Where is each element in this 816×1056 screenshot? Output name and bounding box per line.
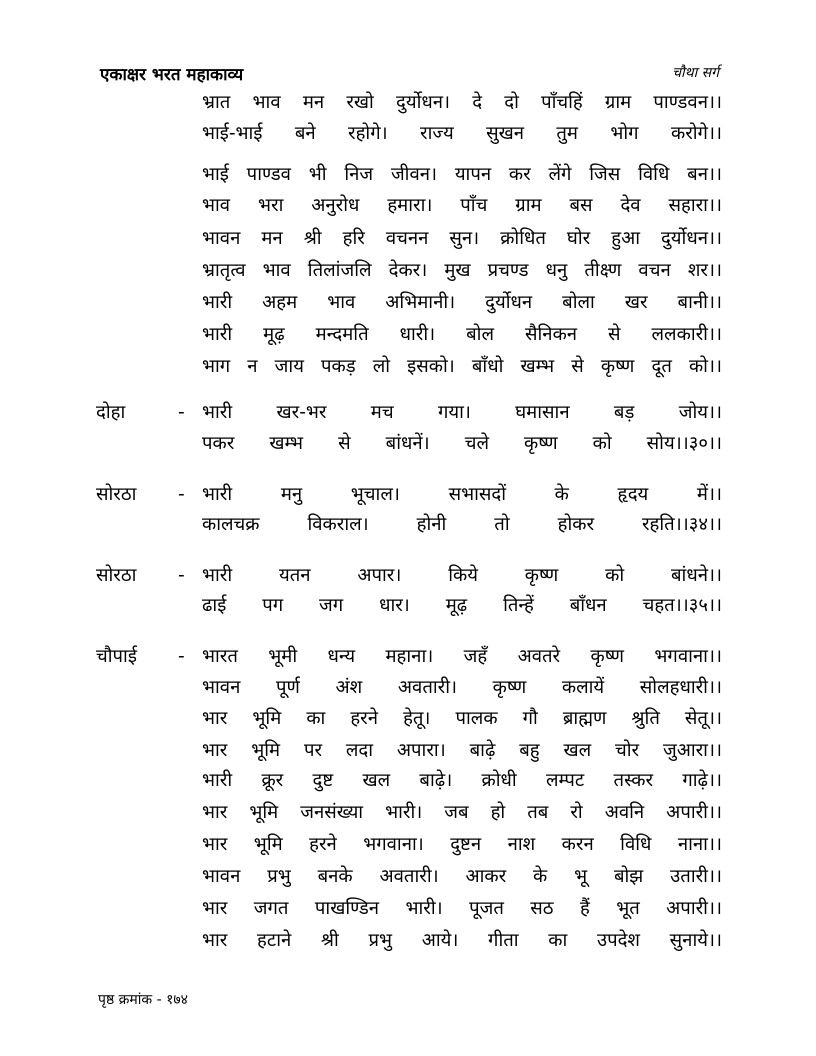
verse-line: भारी यतन अपार। किये कृष्ण को बांधने।। bbox=[202, 565, 722, 586]
verse-line: भाई-भाई बने रहोगे। राज्य सुखन तुम भोग करोगे।। bbox=[202, 123, 722, 144]
section-dash: - bbox=[178, 484, 185, 505]
chapter-title: चौथा सर्ग bbox=[672, 65, 719, 81]
section-label: चौपाई bbox=[96, 646, 137, 667]
verse-line: भ्रातृत्व भाव तिलांजलि देकर। मुख प्रचण्ड धनु तीक्ष्ण वचन शर।। bbox=[202, 260, 722, 281]
verse-line: भारत भूमी धन्य महाना। जहँ अवतरे कृष्ण भगवाना।। bbox=[202, 646, 722, 667]
verse-line: कालचक्र विकराल। होनी तो होकर रहति।।३४।। bbox=[202, 514, 722, 535]
verse-line: भाव भरा अनुरोध हमारा। पाँच ग्राम बस देव सहारा।। bbox=[202, 195, 722, 216]
verse-line: भारी क्रूर दुष्ट खल बाढ़े। क्रोधी लम्पट तस्कर गाढ़े।। bbox=[202, 770, 722, 791]
section-dash: - bbox=[178, 565, 185, 586]
verse-line: भावन प्रभु बनके अवतारी। आकर के भू बोझ उतारी।। bbox=[202, 866, 722, 887]
verse-line: भार भूमि पर लदा अपारा। बाढ़े बहु खल चोर जुआरा।। bbox=[202, 740, 722, 761]
book-title: एकाक्षर भरत महाकाव्य bbox=[100, 65, 244, 85]
verse-line: भ्रात भाव मन रखो दुर्योधन। दे दो पाँचहिं ग्राम पाण्डवन।। bbox=[202, 92, 722, 113]
verse-line: भार हटाने श्री प्रभु आये। गीता का उपदेश सुनाये।। bbox=[202, 930, 722, 951]
section-dash: - bbox=[178, 646, 185, 667]
verse-line: भारी अहम भाव अभिमानी। दुर्योधन बोला खर बानी।। bbox=[202, 292, 722, 313]
verse-line: भारी मनु भूचाल। सभासदों के हृदय में।। bbox=[202, 484, 722, 505]
verse-line: भाग न जाय पकड़ लो इसको। बाँधो खम्भ से कृष्ण दूत को।। bbox=[202, 356, 722, 377]
section-label: दोहा bbox=[96, 402, 126, 423]
verse-line: भार भूमि का हरने हेतू। पालक गौ ब्राह्मण श्रुति सेतू।। bbox=[202, 708, 722, 729]
section-label: सोरठा bbox=[96, 565, 137, 586]
verse-line: भारी मूढ़ मन्दमति धारी। बोल सैनिकन से ललकारी।। bbox=[202, 324, 722, 345]
verse-line: भारी खर-भर मच गया। घमासान बड़ जोय।। bbox=[202, 402, 722, 423]
verse-line: भावन मन श्री हरि वचनन सुन। क्रोधित घोर हुआ दुर्योधन।। bbox=[202, 228, 722, 249]
page-number: पृष्ठ क्रमांक - १७४ bbox=[98, 992, 188, 1008]
verse-line: भार भूमि हरने भगवाना। दुष्टन नाश करन विधि नाना।। bbox=[202, 834, 722, 855]
section-dash: - bbox=[178, 402, 185, 423]
verse-line: पकर खम्भ से बांधनें। चले कृष्ण को सोय।।३०।। bbox=[202, 433, 722, 454]
verse-line: ढाई पग जग धार। मूढ़ तिन्हें बाँधन चहत।।३५।। bbox=[202, 595, 722, 616]
verse-line: भार भूमि जनसंख्या भारी। जब हो तब रो अवनि अपारी।। bbox=[202, 802, 722, 823]
section-label: सोरठा bbox=[96, 484, 137, 505]
verse-line: भार जगत पाखण्डिन भारी। पूजत सठ हैं भूत अपारी।। bbox=[202, 898, 722, 919]
verse-line: भाई पाण्डव भी निज जीवन। यापन कर लेंगे जिस विधि बन।। bbox=[202, 164, 722, 185]
verse-line: भावन पूर्ण अंश अवतारी। कृष्ण कलायें सोलहधारी।। bbox=[202, 677, 722, 698]
